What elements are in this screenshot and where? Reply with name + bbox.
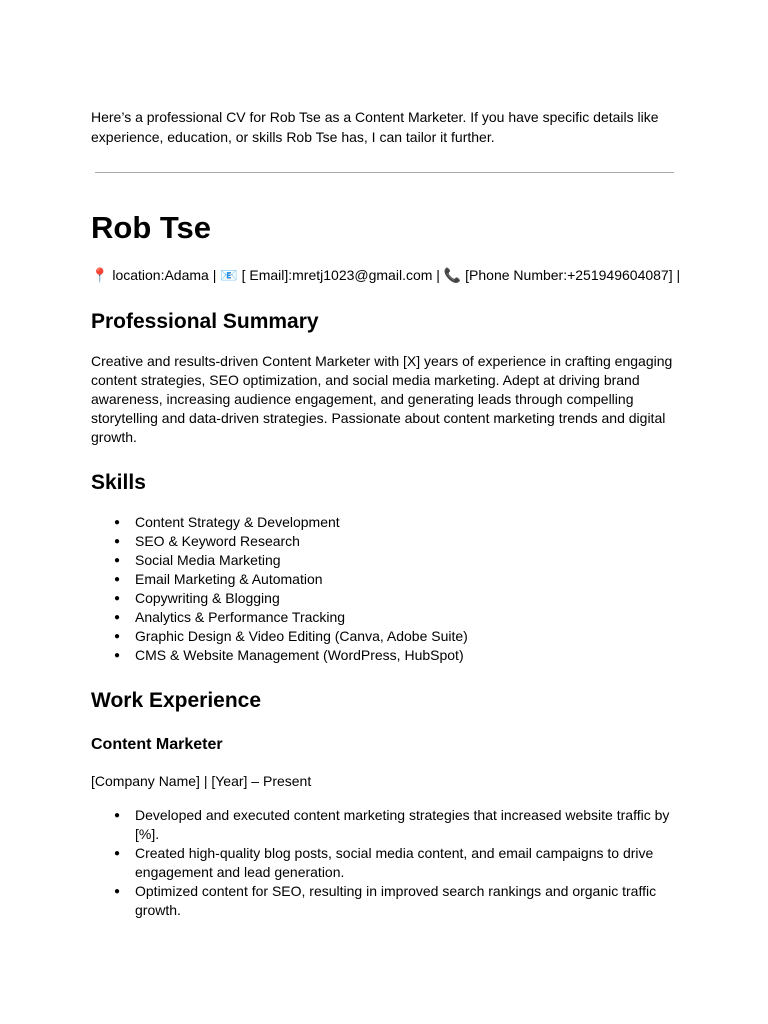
list-item: ● SEO & Keyword Research	[114, 532, 674, 551]
list-item: ● Created high-quality blog posts, social media content, and email campaigns to drive engagement and lead generation.	[114, 844, 674, 882]
intro-text: Here’s a professional CV for Rob Tse as a Content Marketer. If you have specific details like experience, education, or skills Rob Tse has, I can tailor it further.	[91, 109, 659, 145]
candidate-name: Rob Tse	[91, 210, 211, 245]
email-icon: 📧	[220, 267, 238, 283]
skills-list	[114, 513, 674, 665]
list-item: ● Content Strategy & Development	[114, 513, 674, 532]
list-item: ● Email Marketing & Automation	[114, 570, 674, 589]
list-item: ● CMS & Website Management (WordPress, HubSpot)	[114, 646, 674, 665]
experience-heading: Work Experience	[91, 689, 262, 712]
list-item: ● Graphic Design & Video Editing (Canva, Adobe Suite)	[114, 627, 674, 646]
skills-heading: Skills	[91, 471, 146, 494]
location-pin-icon: 📍	[91, 267, 109, 283]
list-item: ● Social Media Marketing	[114, 551, 674, 570]
phone-icon: 📞	[443, 267, 462, 283]
experience-list	[114, 806, 674, 920]
list-item: ● Optimized content for SEO, resulting in improved search rankings and organic traffic growth.	[114, 882, 674, 920]
contact-email: [ Email]:mretj1023@gmail.com |	[237, 267, 444, 283]
horizontal-divider	[95, 172, 674, 173]
list-item: ● Analytics & Performance Tracking	[114, 608, 674, 627]
summary-text: Creative and results-driven Content Marketer with [X] years of experience in crafting engaging content strategies, SEO optimization, and social media marketing. Adept at driving brand awareness, increasing audience engagement, and generating leads through compelling storytelling and data-driven strategies. Passionate about content marketing trends and digital growth.	[91, 353, 673, 445]
contact-location: location:Adama |	[108, 267, 221, 283]
contact-line	[91, 265, 680, 285]
contact-phone: [Phone Number:+251949604087] |	[461, 267, 681, 283]
list-item: ● Developed and executed content marketing strategies that increased website traffic by [%].	[114, 806, 674, 844]
summary-heading: Professional Summary	[91, 310, 319, 333]
list-item: ● Copywriting & Blogging	[114, 589, 674, 608]
job-title: Content Marketer	[91, 736, 223, 753]
company-line: [Company Name] | [Year] – Present	[91, 773, 312, 789]
